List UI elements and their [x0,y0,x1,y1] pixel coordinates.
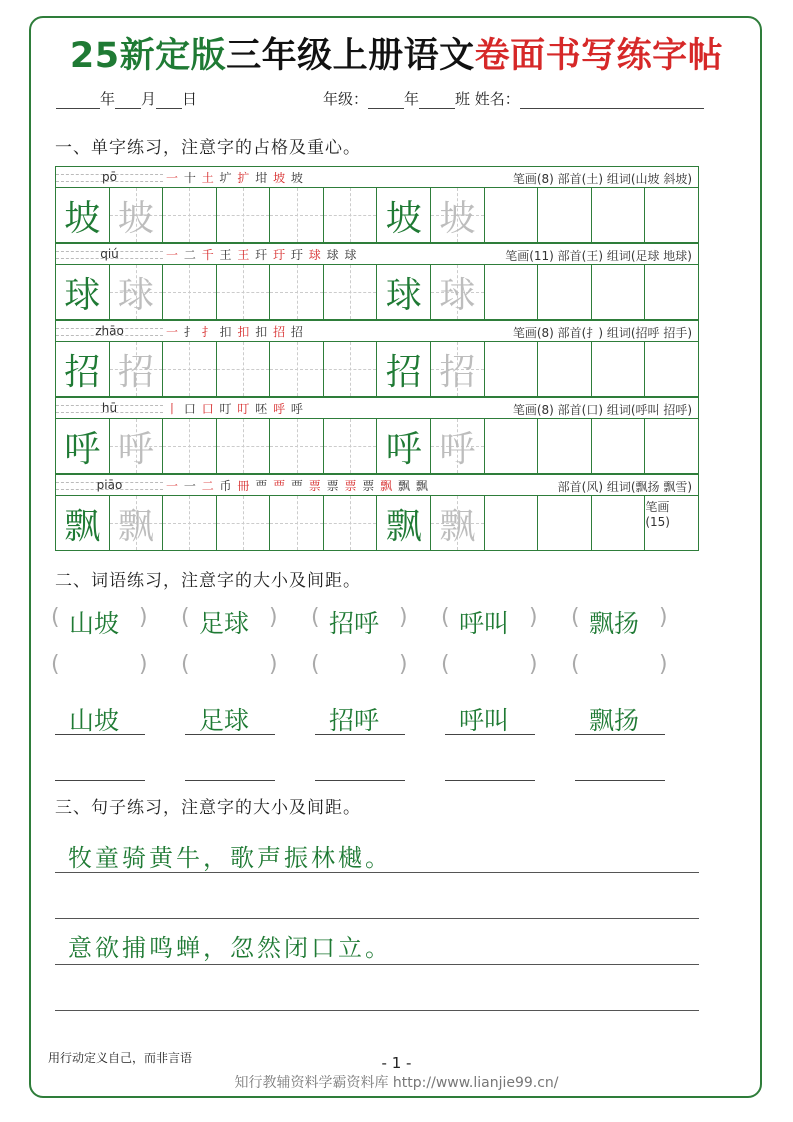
practice-cell[interactable] [217,265,271,319]
character-meta: 笔画(11) 部首(王) 组词(足球 地球) [505,249,692,263]
open-paren: ( [311,652,320,677]
model-character: 飘 [64,505,101,547]
character-header [55,474,699,496]
stroke-step: 一 [166,248,180,262]
model-character: 坡 [385,197,422,239]
practice-cell[interactable] [217,419,271,473]
pinyin: hū [101,401,118,415]
name-blank[interactable] [520,94,704,109]
trace-character: 球 [439,274,476,316]
trace-character: 坡 [439,197,476,239]
open-paren: ( [441,605,450,630]
stroke-step: 币 [219,479,233,493]
character-block [55,397,699,474]
trace-character-cell[interactable] [431,419,485,473]
practice-cell[interactable] [217,188,271,242]
stroke-step: 票 [362,479,376,493]
stroke-count: 笔画(15) [645,500,670,529]
practice-cell[interactable] [163,342,217,396]
character-meta: 部首(风) 组词(飘扬 飘雪) [557,480,692,494]
sentence-2: 意欲捕鸣蝉，忽然闭口立。 [68,934,392,962]
trace-character: 飘 [117,505,154,547]
pinyin-box [56,321,163,341]
trace-character-cell[interactable] [431,342,485,396]
stroke-step: 扌 [183,325,197,339]
word-underline[interactable] [185,780,275,781]
stroke-order [166,169,304,186]
sentence-line[interactable] [55,1010,699,1011]
stroke-step: 王 [219,248,233,262]
open-paren: ( [571,605,580,630]
stroke-step: 球 [308,248,322,262]
word-underline[interactable] [315,734,405,735]
page-number: - 1 - [381,1054,412,1072]
stroke-step: 飘 [397,479,411,493]
close-paren: ) [269,652,278,677]
word-underline[interactable] [445,734,535,735]
stroke-step: 玗 [290,248,304,262]
word-copy: 足球 [199,706,250,735]
stroke-step: 口 [183,402,197,416]
character-block [55,166,699,243]
title-part-type: 卷面书写练字帖 [474,36,724,76]
pinyin-box [56,398,163,418]
word-copy: 飘扬 [589,706,640,735]
model-character: 招 [64,351,101,393]
stroke-step: 叮 [219,402,233,416]
model-character-cell[interactable] [56,265,110,319]
stroke-step: 叮 [237,402,251,416]
model-character-cell[interactable] [56,342,110,396]
word-model: 足球 [199,609,250,638]
practice-cell[interactable] [592,188,646,242]
practice-cell[interactable] [270,188,324,242]
model-character: 呼 [64,428,101,470]
trace-character-cell[interactable] [110,265,164,319]
practice-cell[interactable] [538,342,592,396]
character-block [55,243,699,320]
practice-cell[interactable] [324,265,378,319]
stroke-step: 口 [201,402,215,416]
stroke-order [166,400,304,417]
sentence-1: 牧童骑黄牛，歌声振林樾。 [68,844,392,872]
practice-cell[interactable] [324,496,378,550]
stroke-step: 扌 [201,325,215,339]
title-part-subject: 三年级上册语文 [226,36,475,76]
day-blank[interactable] [156,94,182,109]
character-header [55,243,699,265]
month-blank[interactable] [115,94,141,109]
open-paren: ( [181,605,190,630]
stroke-order [166,477,429,494]
trace-character: 呼 [117,428,154,470]
practice-cell[interactable] [485,342,539,396]
stroke-step: 球 [326,248,340,262]
close-paren: ) [659,652,668,677]
practice-cell[interactable] [485,496,539,550]
word-underline[interactable] [185,734,275,735]
practice-cell[interactable] [217,496,271,550]
practice-cell[interactable] [592,342,646,396]
motto: 用行动定义自己，而非言语 [48,1051,193,1065]
writing-cells [55,342,699,397]
pinyin-box [56,475,163,495]
character-meta: 笔画(8) 部首(口) 组词(呼叫 招呼) [512,403,692,417]
sentence-line[interactable] [55,918,699,919]
character-block [55,474,699,551]
close-paren: ) [529,605,538,630]
practice-cell[interactable] [485,188,539,242]
stroke-step: 呼 [290,402,304,416]
practice-cell[interactable] [270,265,324,319]
stroke-step: 飘 [415,479,429,493]
word-model: 山坡 [69,609,120,638]
stroke-step: 二 [183,248,197,262]
practice-cell[interactable] [645,419,699,473]
trace-character-cell[interactable] [110,419,164,473]
stroke-step: 扩 [237,171,251,185]
stroke-step: 飘 [380,479,394,493]
trace-character-cell[interactable] [431,496,485,550]
stroke-step: 一 [166,325,180,339]
stroke-order [166,246,357,263]
stroke-step: 呼 [273,402,287,416]
open-paren: ( [311,605,320,630]
pinyin-box [56,167,163,187]
close-paren: ) [269,605,278,630]
open-paren: ( [181,652,190,677]
close-paren: ) [399,605,408,630]
close-paren: ) [139,605,148,630]
practice-cell[interactable] [324,419,378,473]
stroke-step: 票 [326,479,340,493]
open-paren: ( [51,605,60,630]
close-paren: ) [659,605,668,630]
stroke-step: 覀 [273,479,287,493]
word-model: 飘扬 [589,609,640,638]
stroke-step: 土 [201,171,215,185]
practice-cell[interactable] [645,342,699,396]
practice-cell[interactable] [270,342,324,396]
practice-cell[interactable] [592,419,646,473]
trace-character-cell[interactable] [431,188,485,242]
trace-character: 招 [117,351,154,393]
trace-character-cell[interactable] [110,342,164,396]
word-underline[interactable] [55,734,145,735]
stroke-step: 票 [308,479,322,493]
model-character: 球 [385,274,422,316]
practice-cell[interactable] [645,496,699,550]
practice-cell[interactable] [163,188,217,242]
character-header [55,166,699,188]
practice-cell[interactable] [645,188,699,242]
practice-cell[interactable] [270,419,324,473]
word-underline[interactable] [575,734,665,735]
word-underline[interactable] [445,780,535,781]
model-character: 呼 [385,428,422,470]
trace-character: 坡 [117,197,154,239]
close-paren: ) [399,652,408,677]
character-block [55,320,699,397]
practice-cell[interactable] [485,265,539,319]
stroke-step: 丨 [166,402,180,416]
trace-character-cell[interactable] [110,188,164,242]
model-character-cell[interactable] [377,342,431,396]
model-character-cell[interactable] [377,419,431,473]
writing-cells [55,496,699,551]
pinyin-box [56,244,163,264]
word-underline[interactable] [55,780,145,781]
open-paren: ( [441,652,450,677]
model-character-cell[interactable] [56,496,110,550]
stroke-step: 二 [201,479,215,493]
trace-character: 呼 [439,428,476,470]
stroke-step: 玕 [255,248,269,262]
stroke-step: 招 [273,325,287,339]
stroke-step: 一 [166,479,180,493]
stroke-step: 覀 [255,479,269,493]
word-model: 呼叫 [459,609,510,638]
practice-cell[interactable] [538,265,592,319]
stroke-step: 千 [201,248,215,262]
page-title [0,28,793,78]
practice-cell[interactable] [538,496,592,550]
stroke-order [166,323,304,340]
trace-character: 招 [439,351,476,393]
pinyin: piāo [96,478,123,492]
stroke-step: 玗 [273,248,287,262]
model-character: 球 [64,274,101,316]
stroke-step: 扣 [255,325,269,339]
pinyin: qiú [100,247,119,261]
word-copy: 山坡 [69,706,120,735]
class-blank[interactable] [419,94,455,109]
sentence-line[interactable] [55,964,699,965]
stroke-step: 冊 [237,479,251,493]
stroke-step: 票 [344,479,358,493]
practice-cell[interactable] [163,419,217,473]
stroke-step: 一 [166,171,180,185]
model-character-cell[interactable] [377,496,431,550]
stroke-step: 坡 [290,171,304,185]
stroke-step: 坩 [255,171,269,185]
practice-cell[interactable] [485,419,539,473]
stroke-step: 扣 [237,325,251,339]
character-meta: 笔画(8) 部首(土) 组词(山坡 斜坡) [512,172,692,186]
practice-cell[interactable] [163,265,217,319]
close-paren: ) [139,652,148,677]
grade-blank[interactable] [368,94,404,109]
character-practice-grid [55,166,699,551]
practice-cell[interactable] [163,496,217,550]
character-header [55,320,699,342]
practice-cell[interactable] [592,265,646,319]
stroke-step: 坡 [273,171,287,185]
word-model: 招呼 [329,609,380,638]
pinyin: pō [102,170,117,184]
pinyin: zhāo [95,324,124,338]
word-underline[interactable] [315,780,405,781]
stroke-step: 覀 [290,479,304,493]
footer-source: 知行教辅资料学霸资料库 http://www.lianjie99.cn/ [234,1075,559,1091]
model-character-cell[interactable] [377,265,431,319]
date-line: 年 月 日 [56,88,197,109]
character-meta: 笔画(8) 部首(扌) 组词(招呼 招手) [512,326,692,340]
model-character: 招 [385,351,422,393]
practice-cell[interactable] [592,496,646,550]
open-paren: ( [51,652,60,677]
stroke-step: 圹 [219,171,233,185]
stroke-step: 十 [183,171,197,185]
practice-cell[interactable] [538,419,592,473]
model-character-cell[interactable] [56,188,110,242]
practice-cell[interactable] [217,342,271,396]
section-1-heading: 一、单字练习，注意字的占格及重心。 [55,138,361,158]
character-header [55,397,699,419]
word-underline[interactable] [575,780,665,781]
stroke-step: 扣 [219,325,233,339]
model-character-cell[interactable] [56,419,110,473]
student-info-line: 年级： 年 班 姓名： [323,88,704,109]
word-copy: 呼叫 [459,706,510,735]
year-blank[interactable] [56,94,100,109]
trace-character-cell[interactable] [431,265,485,319]
writing-cells [55,188,699,243]
title-part-edition: 25新定版 [69,36,227,76]
practice-cell[interactable] [538,188,592,242]
section-3-heading: 三、句子练习，注意字的大小及间距。 [55,798,361,818]
close-paren: ) [529,652,538,677]
model-character-cell[interactable] [377,188,431,242]
trace-character-cell[interactable] [110,496,164,550]
model-character: 坡 [64,197,101,239]
stroke-step: 王 [237,248,251,262]
practice-cell[interactable] [270,496,324,550]
stroke-step: 一 [183,479,197,493]
word-copy: 招呼 [329,706,380,735]
stroke-step: 招 [290,325,304,339]
sentence-line[interactable] [55,872,699,873]
practice-cell[interactable] [645,265,699,319]
open-paren: ( [571,652,580,677]
practice-cell[interactable] [324,188,378,242]
writing-cells [55,419,699,474]
model-character: 飘 [385,505,422,547]
section-2-heading: 二、词语练习，注意字的大小及间距。 [55,571,361,591]
trace-character: 飘 [439,505,476,547]
writing-cells [55,265,699,320]
stroke-step: 呸 [255,402,269,416]
stroke-step: 球 [344,248,358,262]
practice-cell[interactable] [324,342,378,396]
trace-character: 球 [117,274,154,316]
